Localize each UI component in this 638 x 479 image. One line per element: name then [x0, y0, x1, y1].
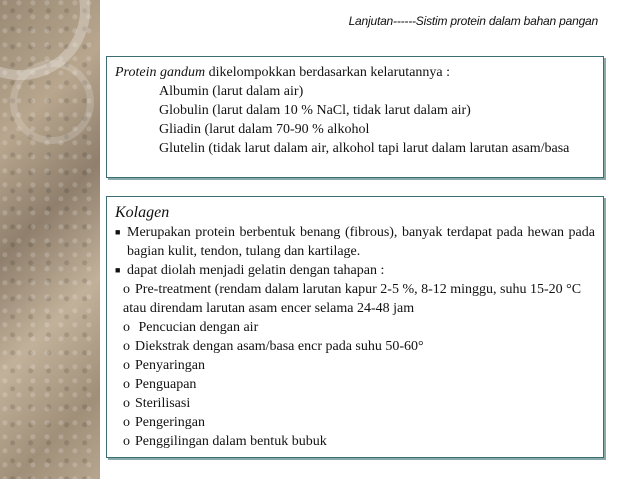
- step-marker: o: [123, 377, 130, 392]
- gelatin-step: [115, 432, 595, 451]
- paper-texture-band: [0, 0, 100, 479]
- step-text: Pengeringan: [135, 415, 205, 430]
- kolagen-bullet: ■ dapat diolah menjadi gelatin dengan tahapan :: [115, 261, 595, 280]
- step-marker: o: [123, 396, 130, 411]
- step-text: Pre-treatment (rendam dalam larutan kapur 2-5 %, 8-12 minggu, suhu 15-20 °C atau direndam larutan asam encer selama 24-48 jam: [123, 282, 582, 316]
- gelatin-step: [115, 280, 595, 318]
- step-text: Penggilingan dalam bentuk bubuk: [135, 434, 327, 449]
- gelatin-step: [115, 413, 595, 432]
- decorative-ring-small: [10, 60, 94, 144]
- gelatin-step: [115, 356, 595, 375]
- step-text: Sterilisasi: [135, 396, 191, 411]
- step-text: Penyaringan: [135, 358, 205, 373]
- gelatin-step: [115, 375, 595, 394]
- protein-item: Glutelin (tidak larut dalam air, alkohol tapi larut dalam larutan asam/basa: [159, 141, 570, 156]
- protein-gandum-box: [106, 56, 604, 178]
- kolagen-bullet: ■ Merupakan protein berbentuk benang (fibrous), banyak terdapat pada hewan pada bagian kulit, tendon, tulang dan kartilage.: [115, 223, 595, 261]
- protein-gandum-desc: dikelompokkan berdasarkan kelarutannya :: [205, 65, 451, 80]
- protein-gandum-intro: [115, 63, 595, 82]
- step-marker: o: [123, 358, 130, 373]
- step-marker: o: [123, 415, 130, 430]
- protein-item: Gliadin (larut dalam 70-90 % alkohol: [159, 122, 370, 137]
- step-marker: o: [123, 282, 130, 297]
- kolagen-title: Kolagen: [115, 204, 170, 221]
- gelatin-step: [115, 337, 595, 356]
- gelatin-step: [115, 394, 595, 413]
- step-text: Penguapan: [135, 377, 197, 392]
- protein-item: Globulin (larut dalam 10 % NaCl, tidak larut dalam air): [159, 103, 471, 118]
- gelatin-step: [115, 318, 595, 337]
- step-text: Diekstrak dengan asam/basa encr pada suhu 50-60°: [135, 339, 424, 354]
- step-marker: o: [123, 320, 130, 335]
- step-text: Pencucian dengan air: [135, 320, 259, 335]
- protein-gandum-term: Protein gandum: [115, 65, 206, 80]
- slide-header: Lanjutan------Sistim protein dalam bahan pangan: [348, 14, 598, 28]
- step-marker: o: [123, 339, 130, 354]
- protein-item: Albumin (larut dalam air): [159, 84, 304, 99]
- kolagen-box: [106, 196, 604, 458]
- step-marker: o: [123, 434, 130, 449]
